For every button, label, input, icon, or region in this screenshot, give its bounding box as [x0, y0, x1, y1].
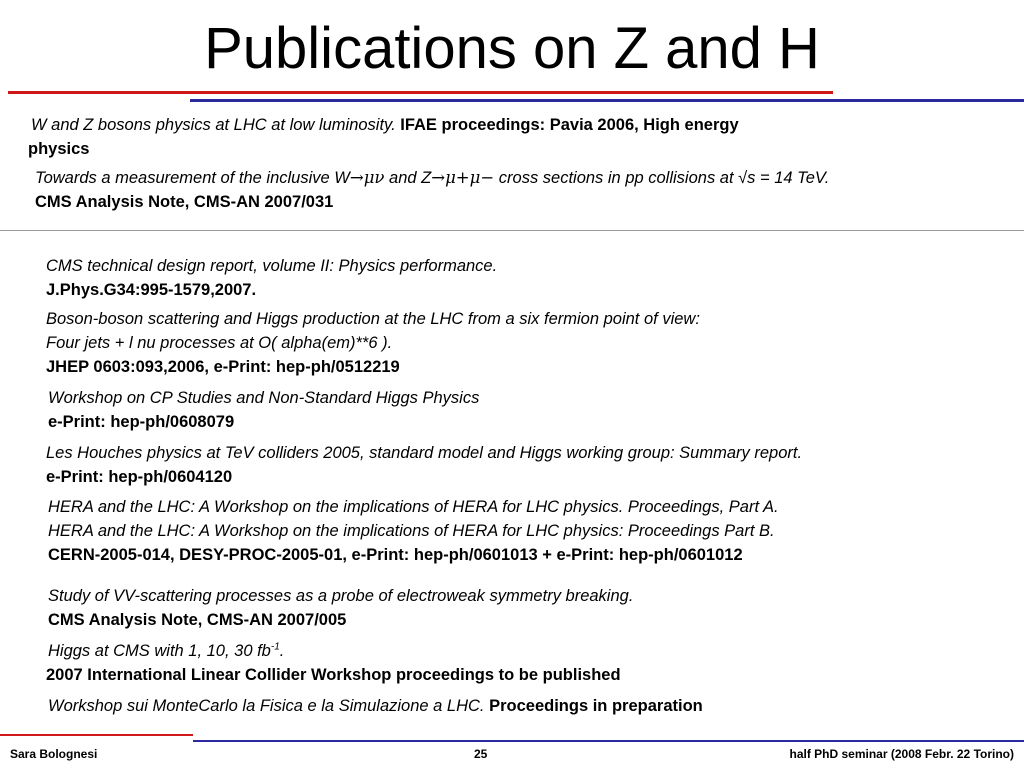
publication-reference: e-Print: hep-ph/0608079 — [48, 413, 235, 431]
publication-reference: CMS Analysis Note, CMS-AN 2007/005 — [48, 611, 347, 629]
symbol-w-decay: →μν — [349, 168, 385, 187]
publication-reference: e-Print: hep-ph/0604120 — [46, 468, 233, 486]
publication-wz-2 — [35, 166, 829, 214]
page-title: Publications on Z and H — [204, 16, 820, 81]
footer-author: Sara Bolognesi — [10, 747, 98, 761]
publication-title-end: cross sections in pp collisions at √s = 14 TeV. — [494, 169, 830, 187]
publication-reference: J.Phys.G34:995-1579,2007. — [46, 281, 257, 299]
footer-line-blue — [193, 740, 1024, 742]
publication-title: W and Z bosons physics at LHC at low luminosity. — [31, 116, 396, 134]
publication-reference: 2007 International Linear Collider Workshop proceedings to be published — [46, 666, 621, 684]
publication-title: Towards a measurement of the inclusive W — [35, 169, 350, 187]
publication-title: Workshop sui MonteCarlo la Fisica e la Simulazione a LHC. — [48, 697, 485, 715]
symbol-z-decay: →μ+μ− — [431, 168, 495, 187]
publication-higgs-1 — [46, 254, 497, 302]
publication-wz-1 — [28, 113, 739, 161]
publication-title-cont: Four jets + l nu processes at O( alpha(em)**6 ). — [46, 334, 393, 352]
footer-line-red — [0, 734, 193, 736]
publication-reference: CMS Analysis Note, CMS-AN 2007/031 — [35, 193, 334, 211]
publication-title: CMS technical design report, volume II: Physics performance. — [46, 257, 498, 275]
publication-reference: Proceedings in preparation — [489, 697, 703, 715]
publication-title: Boson-boson scattering and Higgs production at the LHC from a six fermion point of view: — [46, 310, 700, 328]
publication-title-end: . — [279, 642, 285, 660]
publication-title: HERA and the LHC: A Workshop on the implications of HERA for LHC physics. Proceedings, Part A. — [48, 498, 779, 516]
publication-reference-cont: physics — [28, 140, 90, 158]
footer-event: half PhD seminar (2008 Febr. 22 Torino) — [789, 747, 1014, 761]
title-underline-blue — [190, 99, 1024, 102]
publication-higgs-6 — [48, 584, 633, 632]
publication-title: Study of VV-scattering processes as a probe of electroweak symmetry breaking. — [48, 587, 634, 605]
publication-higgs-4 — [46, 441, 802, 489]
publication-title-mid: and Z — [384, 169, 432, 187]
section-divider — [0, 230, 1024, 231]
publication-title: Workshop on CP Studies and Non-Standard Higgs Physics — [48, 389, 480, 407]
publication-title: Higgs at CMS with 1, 10, 30 fb — [48, 642, 271, 660]
title-underline-red — [8, 91, 833, 94]
publication-higgs-8 — [48, 694, 703, 718]
footer-page-number: 25 — [474, 747, 488, 761]
publication-title-cont: HERA and the LHC: A Workshop on the implications of HERA for LHC physics: Proceedings Part B. — [48, 522, 775, 540]
publication-title: Les Houches physics at TeV colliders 2005, standard model and Higgs working group: Summary report. — [46, 444, 803, 462]
publication-higgs-7 — [48, 639, 621, 687]
publication-higgs-5 — [48, 495, 779, 567]
publication-reference: IFAE proceedings: Pavia 2006, High energy — [400, 116, 739, 134]
publication-reference: JHEP 0603:093,2006, e-Print: hep-ph/0512219 — [46, 358, 400, 376]
publication-higgs-3 — [48, 386, 479, 434]
superscript-inverse-fb: -1 — [270, 641, 280, 653]
publication-higgs-2 — [46, 307, 700, 379]
publication-reference: CERN-2005-014, DESY-PROC-2005-01, e-Print: hep-ph/0601013 + e-Print: hep-ph/0601012 — [48, 546, 743, 564]
